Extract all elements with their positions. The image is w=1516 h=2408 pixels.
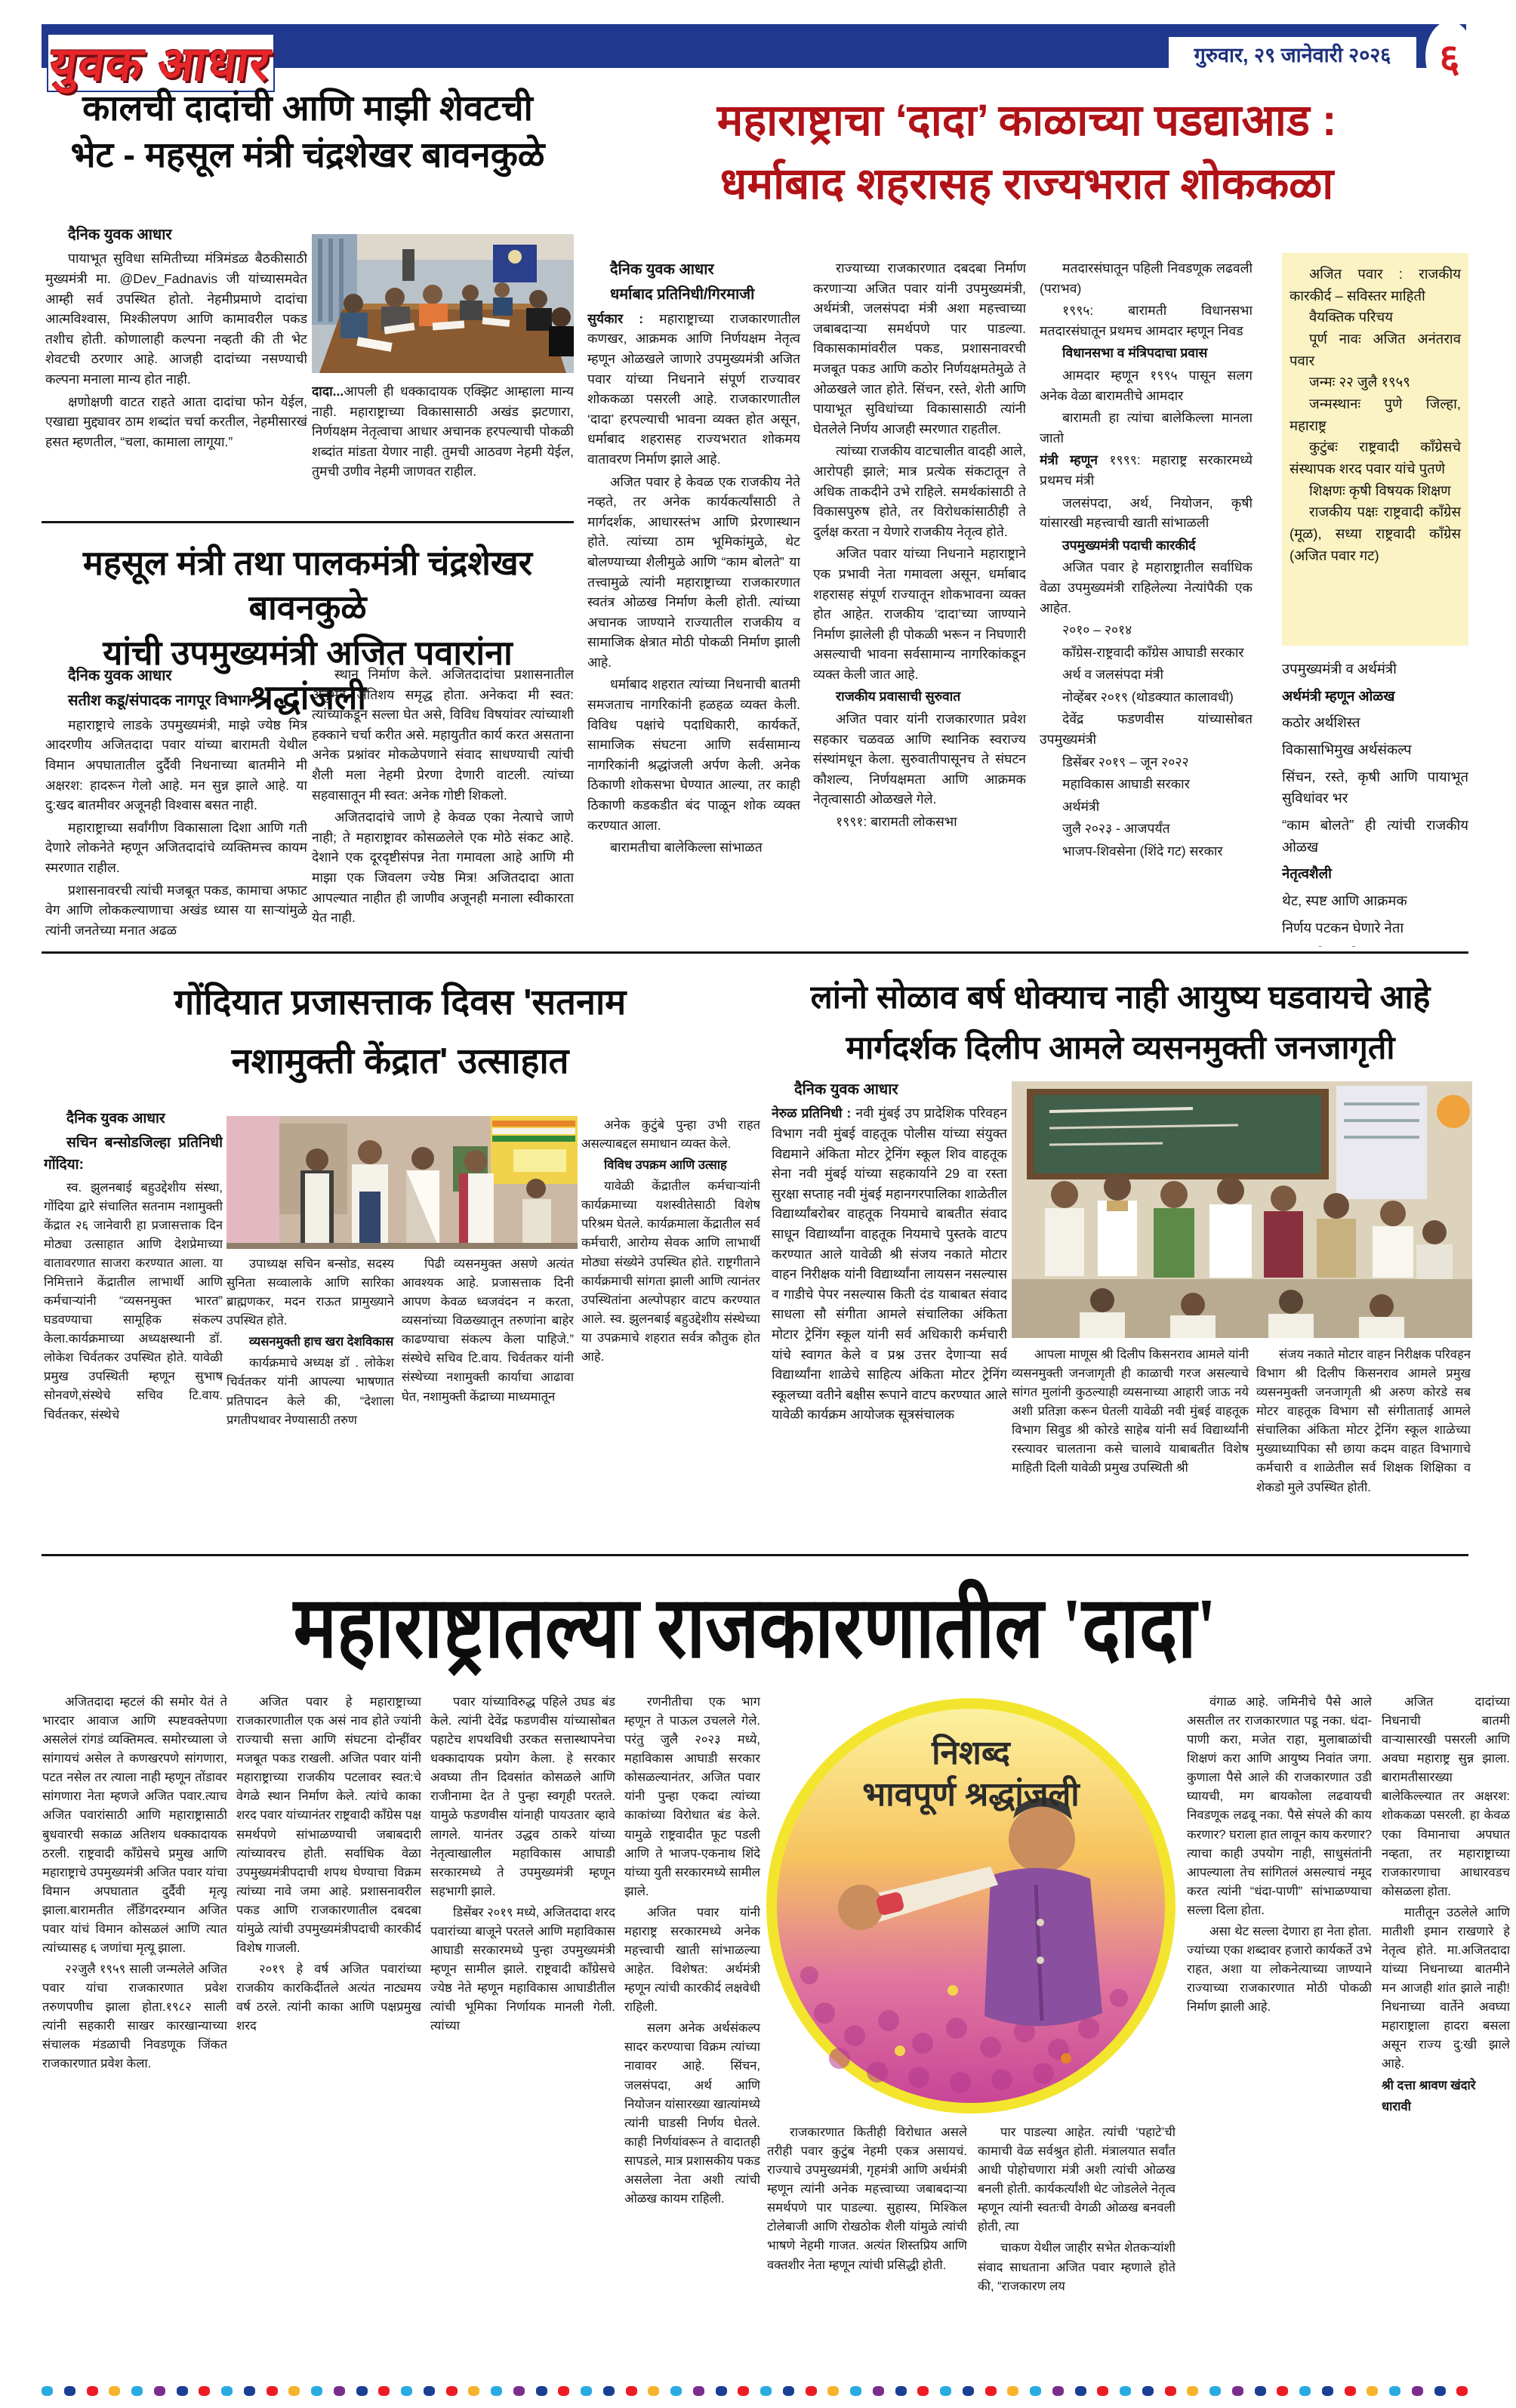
footer-dot	[716, 2386, 727, 2396]
paragraph: प्रशासनावरची त्यांची मजबूत पकड, कामाचा अफाट वेग आणि लोककल्याणाचा अखंड ध्यास या साऱ्यांमुळे त्यांनी जनतेच्या मनात अढळ	[45, 882, 307, 938]
divider-row1	[42, 951, 1468, 954]
article-e-byline-1: दैनिक युवक आधार	[794, 1081, 898, 1098]
article-b-byline-2: धर्माबाद प्रतिनिधी/गिरमाजी	[610, 286, 755, 304]
paragraph: जन्मः २२ जुलै १९५९	[1309, 374, 1410, 390]
footer-dot	[513, 2386, 525, 2396]
article-e-col1	[772, 1078, 1007, 1548]
article-a-headline: कालची दादांची आणि माझी शेवटची भेट - महसूल मंत्री चंद्रशेखर बावनकुळे	[70, 88, 545, 175]
paragraph: शिक्षणः कृषी विषयक शिक्षण	[1309, 482, 1451, 498]
article-d-col2	[226, 1255, 394, 1546]
article-c-col1	[45, 664, 307, 945]
paragraph: मतदारसंघातून पहिली निवडणूक लढवली (पराभव)	[1040, 261, 1253, 296]
paragraph: अजित पवार यांच्या निधनाने महाराष्ट्राने एक प्रभावी नेता गमावला असून, धर्माबाद शहरासह संपूर्ण राज्यातून शोकभावना व्यक्त होत आहेत. राजकीय ‘दादा’च्या जाण्याने निर्माण झालेली ही पोकळी भरून न निघणारी असल्याची भावना सर्वसामान्य नागरिकांकडून व्यक्त केली जात आहे.	[813, 546, 1026, 682]
edition-date: गुरुवार, २९ जानेवारी २०२६	[1194, 43, 1391, 66]
footer-dot	[131, 2386, 143, 2396]
paragraph: जलसंपदा, अर्थ, नियोजन, कृषी यांसारखी महत्त्वाची खाती सांभाळली	[1040, 495, 1253, 531]
footer-dot	[558, 2386, 569, 2396]
paragraph: अजित पवार हे महाराष्ट्रातील सर्वाधिक वेळा उपमुख्यमंत्री राहिलेल्या नेत्यांपैकी एक आहेत.	[1040, 560, 1253, 615]
article-d-col4-text	[581, 1116, 760, 1367]
footer-dot	[401, 2386, 412, 2396]
article-b-col1	[587, 258, 800, 947]
paragraph: कुटुंबः राष्ट्रवादी काँग्रेसचे संस्थापक शरद पवार यांचे पुतणे	[1290, 439, 1461, 477]
footer-dot	[940, 2386, 951, 2396]
paragraph: आपला माणूस श्री दिलीप किसनराव आमले यांनी व्यसनमुक्ती जनजागृती ही काळाची गरज असल्याचे सांगत मुलांनी कुठल्याही व्यसनाच्या आहारी जाऊ नये अशी प्रतिज्ञा करून घेतली यावेळी नवी मुंबई वाहतूक विभाग सिवुड श्री कोरडे साहेब यांनी सर्व विद्यार्थ्यांनी रस्त्यावर चालताना कसे चालावे याबाबतीत विशेष माहिती दिली यावेळी प्रमुख उपस्थिती श्री	[1012, 1348, 1249, 1475]
footer-dot	[1299, 2386, 1311, 2396]
paragraph: राजकारणात कितीही विरोधात असले तरीही पवार कुटुंब नेहमी एकत्र असायचं. राज्याचे उपमुख्यमंत्री, गृहमंत्री आणि अर्थमंत्री म्हणून त्यांनी अनेक महत्त्वाच्या जबाबदाऱ्या समर्थपणे पार पाडल्या. सुहास्य, मिश्किल टोलेबाजी आणि रोखठोक शैली यांमुळे त्यांची भाषणे नेहमी गाजत. अत्यंत शिस्तप्रिय आणि वक्तशीर नेता म्हणून त्यांची प्रसिद्धी होती.	[767, 2126, 967, 2272]
footer-dot	[985, 2386, 997, 2396]
article-f-signature-place: धारावी	[1382, 2099, 1411, 2114]
cabinet-meeting-photo	[312, 234, 574, 373]
cabinet-meeting-photo-image	[312, 234, 574, 373]
article-f-col2	[236, 1693, 421, 2377]
paragraph: चाकण येथील जाहीर सभेत शेतकऱ्यांशी संवाद साधताना अजित पवार म्हणाले होते की, “राजकारण लय	[978, 2241, 1176, 2293]
paragraph: अजित पवार हे केवळ एक राजकीय नेते नव्हते, तर अनेक कार्यकर्त्यांसाठी ते मार्गदर्शक, आधारस्तंभ आणि प्रेरणास्थान होते. त्यांच्या ठाम भूमिकांमुळे, थेट बोलण्याच्या शैलीमुळे आणि “काम बोलते” या तत्त्वामुळे त्यांनी महाराष्ट्राच्या राजकारणात स्वतंत्र ओळख निर्माण केली होती. त्यांच्या अचानक जाण्याने राज्यातील राजकीय व सामाजिक क्षेत्रात मोठी पोकळी निर्माण झाली आहे.	[587, 473, 800, 670]
footer-dot	[267, 2386, 278, 2396]
paragraph: क्षणोक्षणी वाटत राहते आता दादांचा फोन येईल, एखाद्या मुद्द्यावर ठाम शब्दांत चर्चा करतील, नेहमीसारखं हसत म्हणतील, “चला, कामाला लागूया.”	[45, 393, 307, 449]
footer-dot	[1075, 2386, 1086, 2396]
date-box	[1169, 37, 1416, 70]
article-b-headline: महाराष्ट्राचा ‘दादा’ काळाच्या पडद्याआड : धर्माबाद शहरासह राज्यभरात शोककळा	[716, 96, 1337, 209]
paragraph: राज्याच्या राजकारणात दबदबा निर्माण करणाऱ्या अजित पवार यांनी उपमुख्यमंत्री, अर्थमंत्री, जलसंपदा मंत्री अशा महत्त्वाच्या जबाबदाऱ्या समर्थपणे पार पाडल्या. विकासकामांवरील पकड, प्रशासनावरची मजबूत पकड आणि कठोर निर्णयक्षमतेमुळे ते ओळखले जात होते. सिंचन, रस्ते, शेती आणि पायाभूत सुविधांच्या विकासासाठी त्यांनी घेतलेले निर्णय आजही स्मरणात राहतील.	[813, 261, 1026, 436]
paragraph: महाराष्ट्राच्या सर्वांगीण विकासाला दिशा आणि गती देणारे लोकनेते म्हणून अजितदादांचे व्यक्तिमत्त्व कायम स्मरणात राहील.	[45, 819, 307, 875]
footer-dot	[1187, 2386, 1198, 2396]
page-number-circle	[1425, 21, 1474, 92]
article-f-col6	[1187, 1693, 1372, 2377]
paragraph: नोव्हेंबर २०१९ (थोडक्यात कालावधी)	[1062, 689, 1234, 705]
page-number: ६	[1439, 36, 1460, 81]
paragraph: अजितदादा म्हटलं की समोर येतं ते भारदार आवाज आणि स्पष्टवक्तेपणा असलेलं रांगडं व्यक्तिमत्व. समोरच्याला जे सांगायचं असेल ते कणखरपणे सांगणारा, पटत नसेल तर त्याला नाही म्हणून तोंडावर सांगणारा नेता म्हणजे अजित पवार.त्याच अजित पवारांसाठी आणि महाराष्ट्रासाठी बुधवारची सकाळ अतिशय धक्कादायक ठरली. राष्ट्रवादी काँग्रेसचे प्रमुख आणि महाराष्ट्राचे उपमुख्यमंत्री अजित पवार यांचा विमान अपघातात दुर्दैवी मृत्यू झाला.बारामतीत लँडिंगदरम्यान अजित पवार यांचं विमान कोसळलं आणि त्यात त्यांच्यासह ६ जणांचा मृत्यू झाला.	[42, 1695, 227, 1956]
article-f-col2-text	[236, 1693, 421, 2036]
article-f-col4-text	[624, 1693, 760, 2209]
article-b-col3-text	[1040, 258, 1253, 862]
road-safety-classroom-photo-image	[1012, 1081, 1472, 1338]
divider-a-c	[42, 521, 574, 523]
paragraph: जुलै २०२३ - आजपर्यंत	[1062, 821, 1170, 837]
footer-dot	[1232, 2386, 1243, 2396]
paragraph: २२जुलै १९५९ साली जन्मलेले अजित पवार यांचा राजकारणात प्रवेश तरुणपणीच झाला होता.१९८२ साली त्यांनी सहकारी साखर कारखान्याच्या संचालक मंडळाची निवडणूक जिंकत राजकारणात प्रवेश केला.	[42, 1962, 227, 2071]
tribute-caption: निशब्द भावपूर्ण श्रद्धांजली	[862, 1734, 1080, 1813]
footer-dot	[581, 2386, 592, 2396]
footer-dot	[827, 2386, 839, 2396]
footer-dot	[760, 2386, 772, 2396]
paragraph: संजय नकाते मोटार वाहन निरीक्षक परिवहन विभाग श्री दिलीप किसनराव आमले प्रमुख व्यसनमुक्ती जनजागृती श्री अरुण कोरडे सब मोटर वाहतूक विभाग सौ संगीताताई आमले संचालिका अंकिता मोटर ट्रेनिंग स्कूल शाळेच्या मुख्याध्यापिका सौ छाया कदम वाहत विभागाचे कर्मचारी व शाळेतील सर्व शिक्षक शिक्षिका व शेकडो मुले उपस्थित होती.	[1256, 1348, 1471, 1494]
paragraph: अजित पवार यांनी राजकारणात प्रवेश सहकार चळवळ आणि स्थानिक स्वराज्य संस्थांमधून केला. सुरुवातीपासूनच ते संघटन कौशल्य, निर्णयक्षमता आणि आक्रमक नेतृत्वासाठी ओळखले गेले.	[813, 711, 1026, 807]
paragraph: पायाभूत सुविधा समितीच्या मंत्रिमंडळ बैठकीसाठी मुख्यमंत्री मा. @Dev_Fadnavis जी यांच्यासमवेत आम्ही सर्व उपस्थित होतो. नेहमीप्रमाणे दादांचा आत्मविश्वास, मिश्कीलपण आणि कामावरील पकड तशीच होती. कोणालाही कल्पना नव्हती की ती भेट शेवटची ठरणार आहे. आजही दादांच्या नसण्याची कल्पना मनाला मान्य होत नाही.	[45, 251, 307, 387]
footer-dot	[1434, 2386, 1446, 2396]
article-b-rail-list-text	[1282, 658, 1468, 947]
footer-dot	[1165, 2386, 1176, 2396]
article-e-caption-left	[1012, 1346, 1249, 1548]
paragraph: नेरुळ प्रतिनिधी : नवी मुंबई उप प्रादेशिक परिवहन विभाग नवी मुंबई वाहतूक पोलीस यांच्या संयुक्त विद्यमाने अंकिता मोटर ट्रेनिंग स्कूल शिव वाहतूक सेना नवी मुंबई यांच्या सहकार्याने 29 वा रस्ता सुरक्षा सप्ताह नवी मुंबई महानगरपालिका शाळेतील विद्यार्थ्यांबरोबर वाहतूक नियमाचे बाबतीत संवाद साधून विद्यार्थ्यांना वाहतूक नियमाचे पुस्तके वाटप करण्यात आले यावेळी श्री संजय नकाते मोटार वाहन निरीक्षक यांनी विद्यार्थ्यांना लायसन नसल्यास व गाडीचे पेपर नसल्यास किती दंड याबाबत संवाद साधला सौ संगीता आमले संचालिका अंकिता मोटार ट्रेनिंग स्कूल यांनी सर्व अधिकारी कर्मचारी यांचे स्वागत केले व प्रश्न उत्तर देणाऱ्या सर्व विद्यार्थ्यांना शाळेचे साहित्य अंकिता मोटर ट्रेनिंग स्कूलच्या वतीने बक्षीस रूपाने वाटप करण्यात आले यावेळी कार्यक्रम आयोजक सूत्रसंचालक	[772, 1105, 1007, 1423]
footer-dot	[424, 2386, 435, 2396]
footer-dot	[873, 2386, 884, 2396]
footer-dot	[109, 2386, 120, 2396]
paragraph: बारामतीचा बालेकिल्ला सांभाळत	[610, 840, 763, 856]
article-f-headline: महाराष्ट्रातल्या राजकारणातील 'दादा'	[293, 1580, 1217, 1676]
footer-dot	[1209, 2386, 1221, 2396]
article-f-col4	[624, 1693, 760, 2377]
paragraph: सलग अनेक अर्थसंकल्प सादर करण्याचा विक्रम त्यांच्या नावावर आहे. सिंचन, जलसंपदा, अर्थ आणि नियोजन यांसारख्या खात्यांमध्ये त्यांनी घाडसी निर्णय घेतले. काही निर्णयांवरून ते वादातही सापडले, मात्र प्रशासकीय पकड असलेला नेता अशी त्यांची ओळख कायम राहिली.	[624, 2021, 760, 2206]
paragraph: १९९५: बारामती विधानसभा मतदारसंघातून प्रथमच आमदार म्हणून निवड	[1040, 303, 1253, 338]
footer-dot	[738, 2386, 749, 2396]
road-safety-classroom-photo	[1012, 1081, 1472, 1338]
article-d-col3-text	[402, 1255, 574, 1407]
article-d-col1	[44, 1108, 223, 1546]
newspaper-logo	[47, 33, 275, 92]
footer-dot	[670, 2386, 682, 2396]
paragraph: सुर्यकार : महाराष्ट्राच्या राजकारणातील कणखर, आक्रमक आणि निर्णयक्षम नेतृत्व म्हणून ओळखले जाणारे उपमुख्यमंत्री अजित पवार यांच्या निधनाने संपूर्ण राज्यावर शोककळा पसरली आहे. राजकारणातील ‘दादा’ हरपल्याची भावना व्यक्त होत असून, धर्माबाद शहरासह राज्यभरात शोकमय वातावरण निर्माण झाले आहे.	[587, 310, 800, 467]
article-f-col3	[430, 1693, 615, 2377]
footer-dot	[1367, 2386, 1378, 2396]
ajit-pawar-info-box	[1282, 253, 1468, 646]
paragraph: स्थान निर्माण केले. अजितदादांचा प्रशासनातील अनुभव अतिशय समृद्ध होता. अनेकदा मी स्वत: त्यांच्याकडून सल्ला घेत असे, विविध विषयांवर त्यांच्याशी हक्काने चर्चा करीत असे. महायुतीत कार्य करत असताना अनेक प्रश्नांवर मोकळेपणाने संवाद साधण्याची त्यांची शैली मला नेहमी प्रेरणा देणारी वाटली. त्यांच्या सहवासातून मी स्वत: अनेक गोष्टी शिकलो.	[312, 667, 574, 803]
footer-dot	[177, 2386, 188, 2396]
article-a-col1-text	[45, 248, 307, 452]
article-b-byline-1: दैनिक युवक आधार	[610, 261, 714, 278]
footer-dot	[288, 2386, 300, 2396]
footer-dot	[1412, 2386, 1423, 2396]
footer-dot	[626, 2386, 637, 2396]
paragraph: राजकीय पक्षः राष्ट्रवादी काँग्रेस (मूळ), सध्या राष्ट्रवादी काँग्रेस (अजित पवार गट)	[1290, 504, 1461, 563]
footer-dot	[917, 2386, 929, 2396]
footer-dot	[199, 2386, 210, 2396]
paragraph: दादा...आपली ही धक्कादायक एक्झिट आम्हाला मान्य नाही. महाराष्ट्राच्या विकासासाठी अखंड झटणारा, निर्णयक्षम नेतृत्वाचा आधार अचानक हरपल्याची पोकळी शब्दांत मांडता येणार नाही. तुमची आठवण नेहमी येईल, तुमची उणीव नेहमी जाणवत राहील.	[312, 384, 574, 479]
footer-dot	[1255, 2386, 1266, 2396]
article-f-col7	[1382, 1693, 1510, 2377]
article-b-rail-list	[1282, 658, 1468, 947]
footer-dot	[154, 2386, 165, 2396]
article-c-col2-text	[312, 664, 574, 928]
paragraph: “काम बोलते” ही त्यांची राजकीय ओळख	[1282, 817, 1468, 855]
article-f-below-left	[767, 2123, 967, 2377]
article-f-col7-text	[1382, 1693, 1510, 2074]
article-b-col1-text	[587, 309, 800, 858]
paragraph: देवेंद्र फडणवीस यांच्यासोबत उपमुख्यमंत्री	[1040, 711, 1253, 748]
article-b-col2	[813, 258, 1026, 947]
footer-dot	[693, 2386, 704, 2396]
footer-dot	[221, 2386, 233, 2396]
article-f-below-left-text	[767, 2123, 967, 2275]
footer-dot	[648, 2386, 659, 2396]
paragraph: आमदार म्हणून १९९५ पासून सलग अनेक वेळा बारामतीचे आमदार	[1040, 367, 1253, 403]
paragraph: अनेक कुटुंबे पुन्हा उभी राहत असल्याबद्दल समाधान व्यक्त केले.	[581, 1118, 760, 1152]
article-c-col1-text	[45, 715, 307, 941]
article-d-byline-1: दैनिक युवक आधार	[66, 1111, 165, 1127]
article-f-col3-text	[430, 1693, 615, 2036]
paragraph	[1282, 944, 1468, 947]
paragraph: स्व. झुलनबाई बहुउद्देशीय संस्था, गोंदिया द्वारे संचालित सतनाम नशामुक्ती केंद्रात २६ जानेवारी हा प्रजासत्ताक दिन मोठ्या उत्साहात आणि देशप्रेमाच्या वातावरणात साजरा करण्यात आला. या निमित्ताने केंद्रातील लाभार्थी आणि कर्मचाऱ्यांनी “व्यसनमुक्त भारत” घडवण्याचा सामूहिक संकल्प केला.कार्यक्रमाच्या अध्यक्षस्थानी डॉ. लोकेश चिर्वतकर उपस्थित होते. यावेळी प्रमुख उपस्थिती म्हणून सुभाष सोनवणे,संस्थेचे सचिव टि.वाय. चिर्वतकर, संस्थेचे	[44, 1180, 223, 1422]
article-d-headline: गोंदियात प्रजासत्ताक दिवस 'सतनाम नशामुक्ती केंद्रात' उत्साहात	[174, 982, 627, 1081]
paragraph: जन्मस्थानः पुणे जिल्हा, महाराष्ट्र	[1290, 396, 1461, 433]
paragraph: रणनीतीचा एक भाग म्हणून ते पाऊल उचलले गेले. परंतु जुलै २०२३ मध्ये, महाविकास आघाडी सरकार कोसळल्यानंतर, अजित पवार यांनी पुन्हा एकदा त्यांच्या काकांच्या विरोधात बंड केले. यामुळे राष्ट्रवादीत फूट पडली आणि ते भाजप-एकनाथ शिंदे यांच्या युती सरकारमध्ये सामील झाले.	[624, 1695, 760, 1898]
footer-dot	[1345, 2386, 1356, 2396]
footer-dot	[1142, 2386, 1154, 2396]
article-c-byline-1: दैनिक युवक आधार	[68, 668, 172, 684]
article-f-below-right	[978, 2123, 1176, 2377]
article-e-caption-right-text	[1256, 1346, 1471, 1497]
footer-dot	[1097, 2386, 1108, 2396]
paragraph: अर्थमंत्री म्हणून ओळख	[1282, 687, 1395, 704]
paragraph: राजकीय प्रवासाची सुरुवात	[836, 689, 961, 705]
gondia-event-photo-image	[226, 1116, 578, 1249]
paragraph: अजित दादांच्या निधनाची बातमी वाऱ्यासारखी पसरली आणि अवघा महाराष्ट्र सुन्न झाला. बारामतीसारख्या बालेकिल्ल्यात तर अक्षरश: शोककळा पसरली. हा केवळ एका विमानाचा अपघात नव्हता, तर महाराष्ट्राच्या राजकारणाचा आधारवडच कोसळला होता.	[1382, 1695, 1510, 1898]
paragraph: वंगाळ आहे. जमिनीचे पैसे आले असतील तर राजकारणात पडू नका. धंदा-पाणी करा, मजेत राहा, मुलाबाळांची शिक्षणं करा आणि आयुष्य निवांत जगा. कुणाला पैसे आले की राजकारणात उडी घ्यायची, मग बायकोला लढवायची निवडणूक लढवू नका. पैसे संपले की काय करणार? घराला हात लावून काय करणार? त्याचा काही उपयोग नाही, साधुसंतांनी आपल्याला तेच सांगितलं असल्याचं नमूद करत त्यांनी “धंदा-पाणी” सांभाळण्याचा सल्ला दिला होता.	[1187, 1695, 1372, 1917]
paragraph: मातीतून उठलेले आणि मातीशी इमान राखणारे हे नेतृत्व होते. मा.अजितदादा यांच्या निधनाच्या बातमीने मन आजही शांत झाले नाही! निधनाच्या वार्तेने अवघ्या महाराष्ट्राला हादरा बसला असून राज्य दु:खी झाले आहे.	[1382, 1905, 1510, 2071]
article-d-col2-text	[226, 1255, 394, 1430]
paragraph: पिढी व्यसनमुक्त असणे अत्यंत आवश्यक आहे. प्रजासत्ताक दिनी आपण केवळ ध्वजवंदन न करता, व्यसनांच्या विळख्यातून तरुणांना बाहेर काढण्याचा संकल्प केला पाहिजे.” संस्थेचे सचिव टि.वाय. चिर्वतकर यांनी संस्थेच्या नशामुक्ती कार्याचा आढावा घेत, नशामुक्ती केंद्राच्या माध्यमातून	[402, 1257, 574, 1404]
gondia-event-photo	[226, 1116, 578, 1249]
paragraph: निर्णय पटकन घेणारे नेता	[1282, 919, 1404, 936]
paragraph: भाजप-शिवसेना (शिंदे गट) सरकार	[1062, 843, 1223, 859]
ajit-pawar-tribute-graphic	[764, 1696, 1178, 2116]
article-d-col4	[581, 1116, 760, 1546]
article-a-col1	[45, 224, 307, 520]
footer-dot	[536, 2386, 547, 2396]
paragraph: विविध उपक्रम आणि उत्साह	[604, 1158, 727, 1173]
paragraph: २०१९ हे वर्ष अजित पवारांच्या राजकीय कारकिर्दीतले अत्यंत नाट्यमय वर्ष ठरले. त्यांनी काका आणि पक्षप्रमुख शरद	[236, 1962, 421, 2033]
paragraph: कार्यक्रमाचे अध्यक्ष डॉ . लोकेश चिर्वतकर यांनी आपल्या भाषणात प्रतिपादन केले की, “देशाला प्रगतीपथावर नेण्यासाठी तरुण	[226, 1356, 394, 1427]
article-f-col1	[42, 1693, 227, 2377]
paragraph: काँग्रेस-राष्ट्रवादी काँग्रेस आघाडी सरकार	[1062, 644, 1244, 660]
article-b-col2-text	[813, 258, 1026, 832]
article-f-col1-text	[42, 1693, 227, 2074]
article-f-below-right-text	[978, 2123, 1176, 2296]
article-d-byline-2: सचिन बन्सोडजिल्हा प्रतिनिधी गोंदिया:	[44, 1134, 223, 1173]
paragraph: अर्थ व जलसंपदा मंत्री	[1062, 667, 1163, 683]
paragraph: डिसेंबर २०१९ – जून २०२२	[1062, 754, 1189, 769]
footer-dot	[311, 2386, 322, 2396]
footer-dot	[491, 2386, 502, 2396]
article-b-col3	[1040, 258, 1253, 947]
ajit-pawar-info-box-text	[1290, 264, 1461, 566]
footer-dot	[603, 2386, 615, 2396]
article-d-col1-text	[44, 1179, 223, 1425]
paragraph: त्यांच्या राजकीय वाटचालीत वादही आले, आरोपही झाले; मात्र प्रत्येक संकटातून ते अधिक ताकदीने उभे राहिले. समर्थकांसाठी ते विकासपुरुष होते, तर विरोधकांसाठीही ते दुर्लक्ष करता न येणारे राजकीय नेतृत्व होते.	[813, 443, 1026, 539]
divider-row2	[42, 1554, 1468, 1556]
paragraph: महाविकास आघाडी सरकार	[1062, 776, 1190, 792]
article-d-col3	[402, 1255, 574, 1546]
paragraph: १९९१: बारामती लोकसभा	[836, 814, 957, 830]
footer-dot	[378, 2386, 390, 2396]
paragraph: विकासाभिमुख अर्थसंकल्प	[1282, 742, 1412, 758]
footer-dot	[64, 2386, 75, 2396]
paragraph: यावेळी केंद्रातील कर्मचाऱ्यांनी कार्यक्रमाच्या यशस्वीतेसाठी विशेष परिश्रम घेतले. कार्यक्रमाला केंद्रातील सर्व कर्मचारी, आरोग्य सेवक आणि लाभार्थी मोठ्या संख्येने उपस्थित होते. राष्ट्रगीताने कार्यक्रमाची सांगता झाली आणि त्यानंतर उपस्थितांना अल्पोपहार वाटप करण्यात आले. स्व. झुलनबाई बहुउद्देशीय संस्थेच्या या उपक्रमाचे शहरात सर्वत्र कौतुक होत आहे.	[581, 1179, 760, 1364]
footer-dot	[1052, 2386, 1064, 2396]
paragraph: अर्थमंत्री	[1062, 798, 1100, 814]
article-c-col2	[312, 664, 574, 945]
footer-dot	[1030, 2386, 1041, 2396]
footer-dot	[87, 2386, 98, 2396]
footer-dot	[963, 2386, 974, 2396]
article-e-caption-right	[1256, 1346, 1471, 1548]
paragraph: मंत्री म्हणून १९९९: महाराष्ट्र सरकारमध्ये प्रथमच मंत्री	[1040, 452, 1253, 488]
article-f-col6-text	[1187, 1693, 1372, 2017]
footer-dot	[1277, 2386, 1288, 2396]
paragraph: अजितदादांचे जाणे हे केवळ एका नेत्याचे जाणे नाही; ते महाराष्ट्रावर कोसळलेले एक मोठे संकट आहे. देशाने एक दूरदृष्टीसंपन्न नेता गमावला आहे आणि मी माझा एक जिवलग ज्येष्ठ मित्र! अजितदादा आता आपल्यात नाहीत ही जाणीव अजूनही मनाला स्वीकारता येत नाही.	[312, 809, 574, 926]
paragraph: थेट, स्पष्ट आणि आक्रमक	[1282, 893, 1407, 909]
footer-dot	[783, 2386, 794, 2396]
article-c-byline-2: सतीश कडू/संपादक नागपूर विभाग :	[68, 692, 260, 710]
article-f-signature-name: श्री दत्ता श्रावण खंदारे	[1382, 2078, 1476, 2092]
article-e-caption-left-text	[1012, 1346, 1249, 1478]
paragraph: अजित पवार हे महाराष्ट्राच्या राजकारणातील एक असं नाव होते ज्यांनी राज्याची सत्ता आणि संघटना दोन्हींवर मजबूत पकड राखली. अजित पवार यांनी महाराष्ट्राच्या राजकीय पटलावर स्वत:चे वेगळे स्थान निर्माण केले. त्यांचे काका शरद पवार यांच्यानंतर राष्ट्रवादी काँग्रेस पक्ष समर्थपणे सांभाळण्याची जबाबदारी त्यांच्यावरच होती. सर्वाधिक वेळा उपमुख्यमंत्रीपदाची शपथ घेण्याचा विक्रम त्यांच्या नावे जमा आहे. प्रशासनावरील पकड आणि राजकारणातील दबदबा यांमुळे त्यांची उपमुख्यमंत्रीपदाची कारकीर्द विशेष गाजली.	[236, 1695, 421, 1956]
article-e-col1-text	[772, 1103, 1007, 1425]
article-c-headline: महसूल मंत्री तथा पालकमंत्री चंद्रशेखर बावनकुळे यांची उपमुख्यमंत्री अजित पवारांना श्रद्धांजली	[82, 544, 533, 717]
footer-dot	[468, 2386, 479, 2396]
paragraph: असा थेट सल्ला देणारा हा नेता होता. ज्यांच्या एका शब्दावर हजारो कार्यकर्ते उभे राहत, अशा या लोकनेत्याच्या जाण्याने राज्याच्या राजकारणात मोठी पोकळी निर्माण झाली आहे.	[1187, 1924, 1372, 2015]
paragraph: उपमुख्यमंत्री व अर्थमंत्री	[1282, 661, 1397, 677]
paragraph: बारामती हा त्यांचा बालेकिल्ला मानला जातो	[1040, 410, 1253, 446]
footer-dot	[1007, 2386, 1018, 2396]
footer-dot	[806, 2386, 817, 2396]
paragraph: सिंचन, रस्ते, कृषी आणि पायाभूत सुविधांवर भर	[1282, 768, 1468, 806]
footer-dot	[356, 2386, 368, 2396]
footer-color-strip	[42, 2385, 1468, 2397]
paragraph: व्यसनमुक्ती हाच खरा देशविकास	[249, 1335, 394, 1349]
footer-dot	[446, 2386, 458, 2396]
paragraph: महाराष्ट्राचे लाडके उपमुख्यमंत्री, माझे ज्येष्ठ मित्र आदरणीय अजितदादा पवार यांच्या बारामती येथील विमान अपघातातील दुर्दैवी निधनाच्या बातमीने मी अक्षरश: हादरून गेलो आहे. मन सुन्न झाले आहे. या दु:खद बातमीवर अजूनही विश्वास बसत नाही.	[45, 717, 307, 813]
paragraph: अजित पवार : राजकीय कारकीर्द – सविस्तर माहिती	[1290, 266, 1461, 304]
article-a-col2-text	[312, 381, 574, 482]
article-a-col2	[312, 381, 574, 517]
article-e-headline: लांनो सोळाव बर्ष धोक्याच नाही आयुष्य घडवायचे आहे मार्गदर्शक दिलीप आमले व्यसनमुक्ती जनजागृती	[810, 979, 1431, 1066]
paragraph: उपमुख्यमंत्री पदाची कारकीर्द	[1062, 537, 1196, 553]
footer-dot	[1322, 2386, 1333, 2396]
footer-dot	[334, 2386, 345, 2396]
footer-dot	[1389, 2386, 1400, 2396]
paragraph: नेतृत्वशैली	[1282, 865, 1332, 882]
paragraph: कठोर अर्थशिस्त	[1282, 714, 1360, 731]
footer-dot	[42, 2386, 53, 2396]
paragraph: अजित पवार यांनी महाराष्ट्र सरकारमध्ये अनेक महत्त्वाची खाती सांभाळल्या आहेत. विशेषत: अर्थमंत्री म्हणून त्यांची कारकीर्द लक्षवेधी राहिली.	[624, 1905, 760, 2015]
paragraph: पूर्ण नावः अजित अनंतराव पवार	[1290, 331, 1461, 368]
newspaper-logo-text: युवक आधार	[46, 39, 275, 91]
paragraph: वैयक्तिक परिचय	[1309, 309, 1393, 325]
paragraph: विधानसभा व मंत्रिपदाचा प्रवास	[1062, 345, 1208, 361]
paragraph: २०१० – २०१४	[1062, 622, 1132, 638]
paragraph: पवार यांच्याविरुद्ध पहिले उघड बंड केले. त्यांनी देवेंद्र फडणवीस यांच्यासोबत पहाटेच शपथविधी उरकत सत्तास्थापनेचा धक्कादायक प्रयोग केला. हे सरकार अवघ्या तीन दिवसांत कोसळले आणि राजीनामा देत ते पुन्हा स्वगृही परतले. यामुळे फडणवीस यांनाही पायउतार व्हावे लागले. यानंतर उद्धव ठाकरे यांच्या नेतृत्वाखालील महाविकास आघाडी सरकारमध्ये ते उपमुख्यमंत्री म्हणून सहभागी झाले.	[430, 1695, 615, 1898]
footer-dot	[244, 2386, 255, 2396]
paragraph: उपाध्यक्ष सचिन बन्सोड, सदस्य सुनिता सव्वालाके आणि सारिका ब्राह्मणकर, मदन राऊत प्रामुख्याने उपस्थित होते.	[226, 1257, 394, 1328]
article-a-byline: दैनिक युवक आधार	[68, 227, 172, 243]
footer-dot	[1120, 2386, 1131, 2396]
paragraph: पार पाडल्या आहेत. त्यांची ‘पहाटे’ची कामाची वेळ सर्वश्रुत होती. मंत्रालयात सर्वांत आधी पोहोचणारा मंत्री अशी त्यांची ओळख बनली होती. कार्यकर्त्यांशी थेट जोडलेले नेतृत्व म्हणून त्यांनी स्वतःची वेगळी ओळख बनवली होती, त्या	[978, 2126, 1176, 2234]
footer-dot	[850, 2386, 861, 2396]
footer-dot	[1456, 2386, 1468, 2396]
footer-dot	[895, 2386, 907, 2396]
paragraph: डिसेंबर २०१९ मध्ये, अजितदादा शरद पवारांच्या बाजूने परतले आणि महाविकास आघाडी सरकारमध्ये पुन्हा उपमुख्यमंत्री म्हणून सामील झाले. राष्ट्रवादी काँग्रेसचे ज्येष्ठ नेते म्हणून महाविकास आघाडीतील त्यांची भूमिका निर्णायक मानली गेली. त्यांच्या	[430, 1905, 615, 2033]
paragraph: धर्माबाद शहरात त्यांच्या निधनाची बातमी समजताच नागरिकांनी हळहळ व्यक्त केली. विविध पक्षांचे पदाधिकारी, कार्यकर्ते, सामाजिक संघटना आणि सर्वसामान्य नागरिकांनी श्रद्धांजली अर्पण केली. अनेक ठिकाणी शोकसभा घेण्यात आल्या, तर काही ठिकाणी कडकडीत बंद पाळून शोक व्यक्त करण्यात आला.	[587, 677, 800, 833]
